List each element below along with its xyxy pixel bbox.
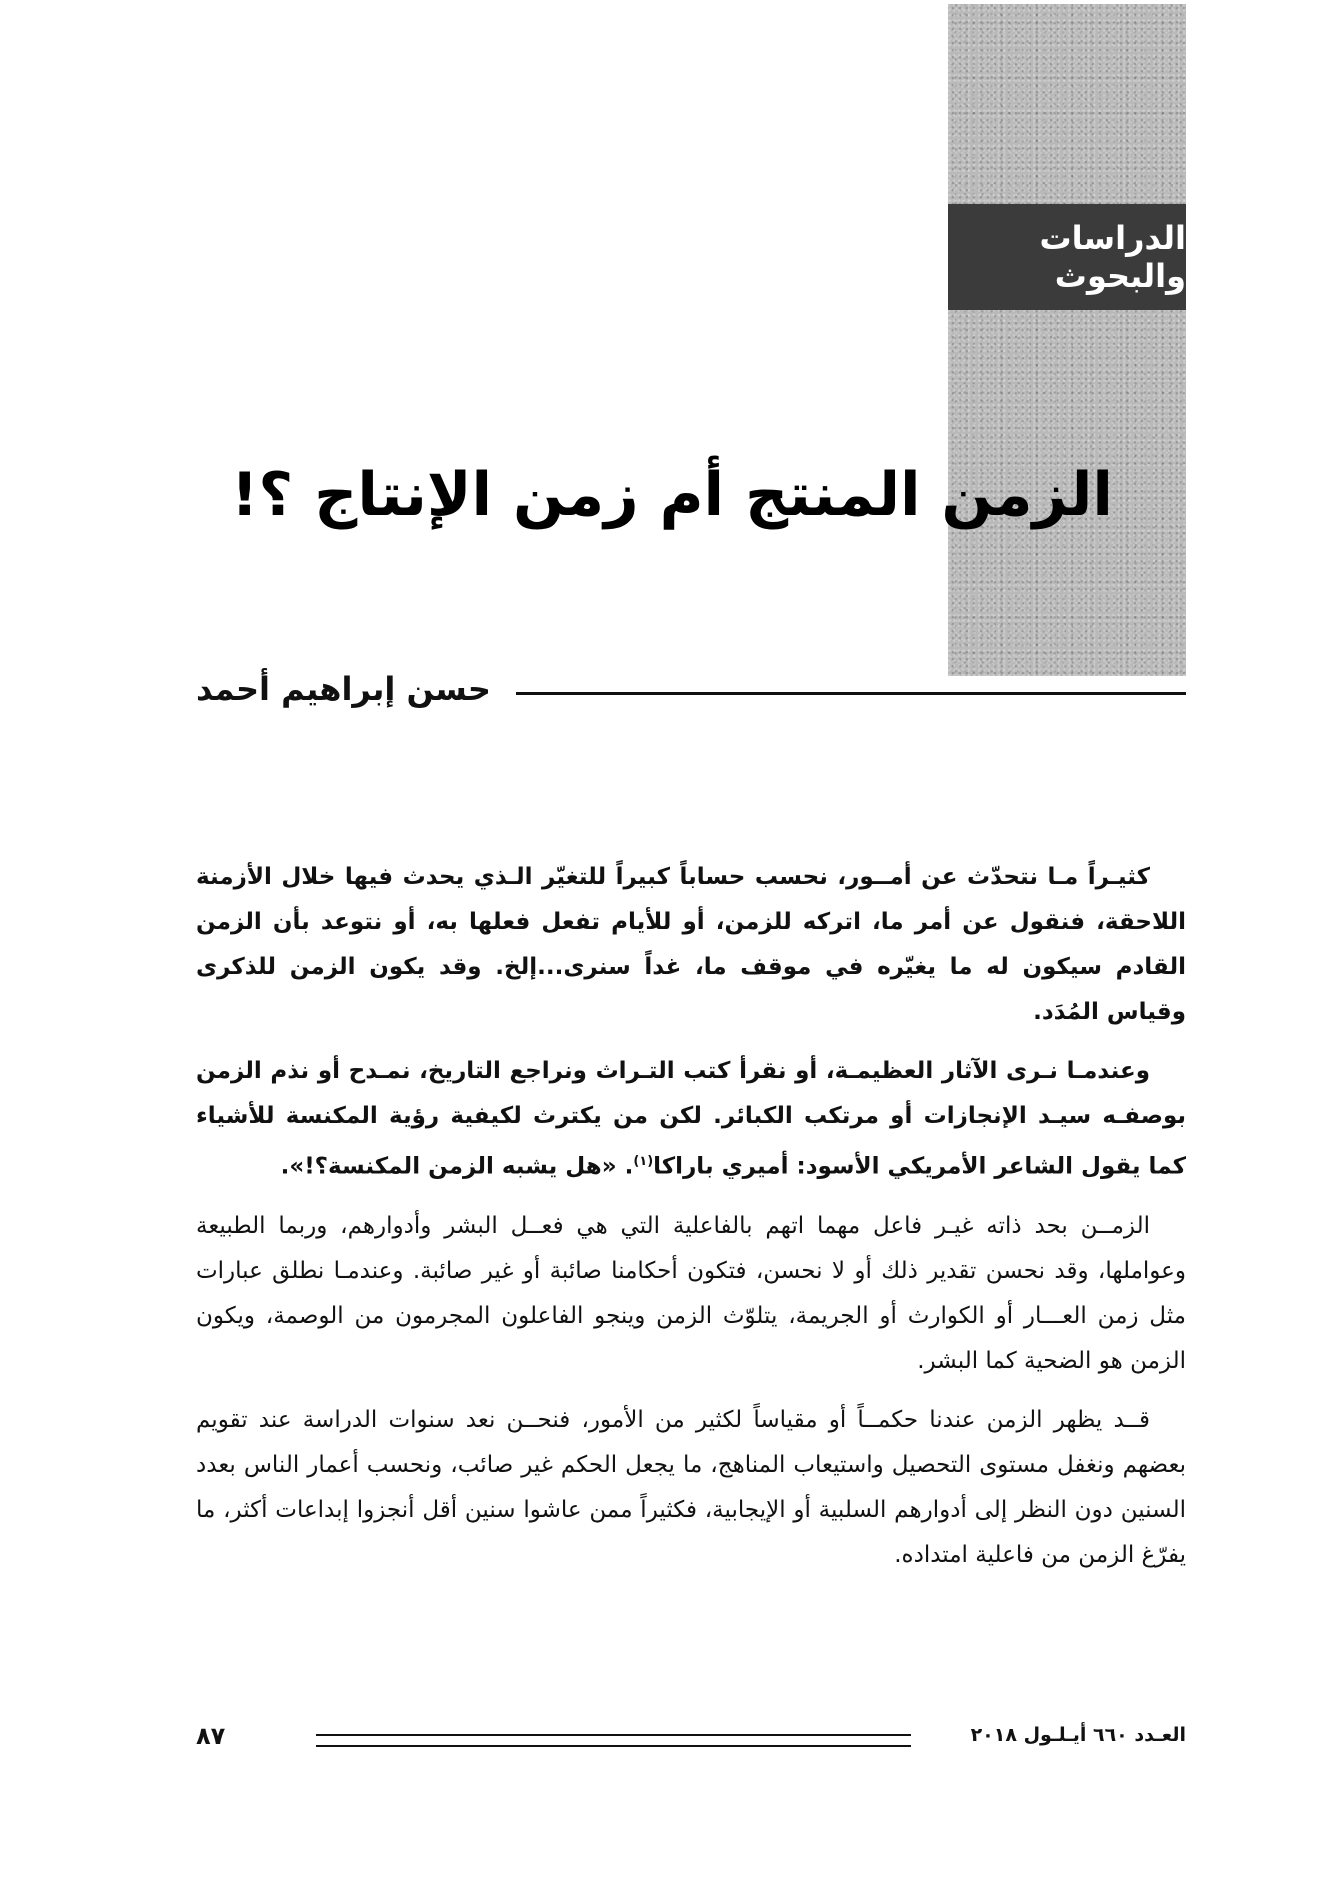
page-footer bbox=[196, 1724, 1186, 1764]
author-divider bbox=[516, 692, 1186, 695]
decorative-grey-band bbox=[948, 4, 1186, 676]
paragraph-2-text-after-footnote: . «هل يشبه الزمن المكنسة؟!». bbox=[280, 1153, 634, 1180]
article-body bbox=[196, 855, 1186, 1592]
paragraph-4: قــد يظهر الزمن عندنا حكمــاً أو مقياساً لكثير من الأمور، فنحــن نعد سنوات الدراسة عند تقويم بعضهم ونغفل مستوى التحصيل واستيعاب المناهج، ما يجعل الحكم غير صائب، ونحسب أعمار الناس بعدد السنين دون النظر إلى أدوارهم السلبية أو الإيجابية، فكثيراً ممن عاشوا سنين أقل أنجزوا إبداعات أكثر، ما يفرّغ الزمن من فاعلية امتداده. bbox=[196, 1406, 1186, 1568]
paragraph-3: الزمــن بحد ذاته غيـر فاعل مهما اتهم بالفاعلية التي هي فعــل البشر وأدوارهم، وربما الطبيعة وعواملها، وقد نحسن تقدير ذلك أو لا نحسن، فتكون أحكامنا صائبة أو غير صائبة. وعندمـا نطلق عبارات مثل زمن العـــار أو الكوارث أو الجريمة، يتلوّث الزمن وينجو الفاعلون المجرمون من الوصمة، ويكون الزمن هو الضحية كما البشر. bbox=[196, 1212, 1186, 1374]
issue-label: العـدد ٦٦٠ أيـلـول ٢٠١٨ bbox=[970, 1724, 1186, 1746]
paragraph-1: كثيـراً مـا نتحدّث عن أمــور، نحسب حساباً كبيراً للتغيّر الـذي يحدث فيها خلال الأزمنة اللاحقة، فنقول عن أمر ما، اتركه للزمن، أو للأيام تفعل فعلها به، أو نتوعد بأن الزمن القادم سيكون له ما يغيّره في موقف ما، غداً سنرى...إلخ. وقد يكون الزمن للذكرى وقياس المُدَد. bbox=[196, 864, 1186, 1025]
footer-double-rule bbox=[316, 1734, 911, 1747]
author-name: حسن إبراهيم أحمد bbox=[196, 670, 491, 708]
page-number: ٨٧ bbox=[196, 1722, 226, 1750]
paragraph-2-text-before-footnote: وعندمـا نـرى الآثار العظيمـة، أو نقرأ كتب التـراث ونراجع التاريخ، نمـدح أو نذم الزمن بوصفـه سيـد الإنجازات أو مرتكب الكبائر. لكن من يكترث لكيفية رؤية المكنسة للأشياء كما يقول الشاعر الأمريكي الأسود: أميري باراكا bbox=[196, 1058, 1186, 1180]
article-title: الزمن المنتج أم زمن الإنتاج ؟! bbox=[231, 460, 1113, 531]
section-label: الدراسات والبحوث bbox=[948, 204, 1186, 310]
author-row bbox=[196, 670, 1186, 720]
footnote-marker: (١) bbox=[633, 1154, 654, 1169]
paragraph-2 bbox=[196, 1049, 1186, 1190]
